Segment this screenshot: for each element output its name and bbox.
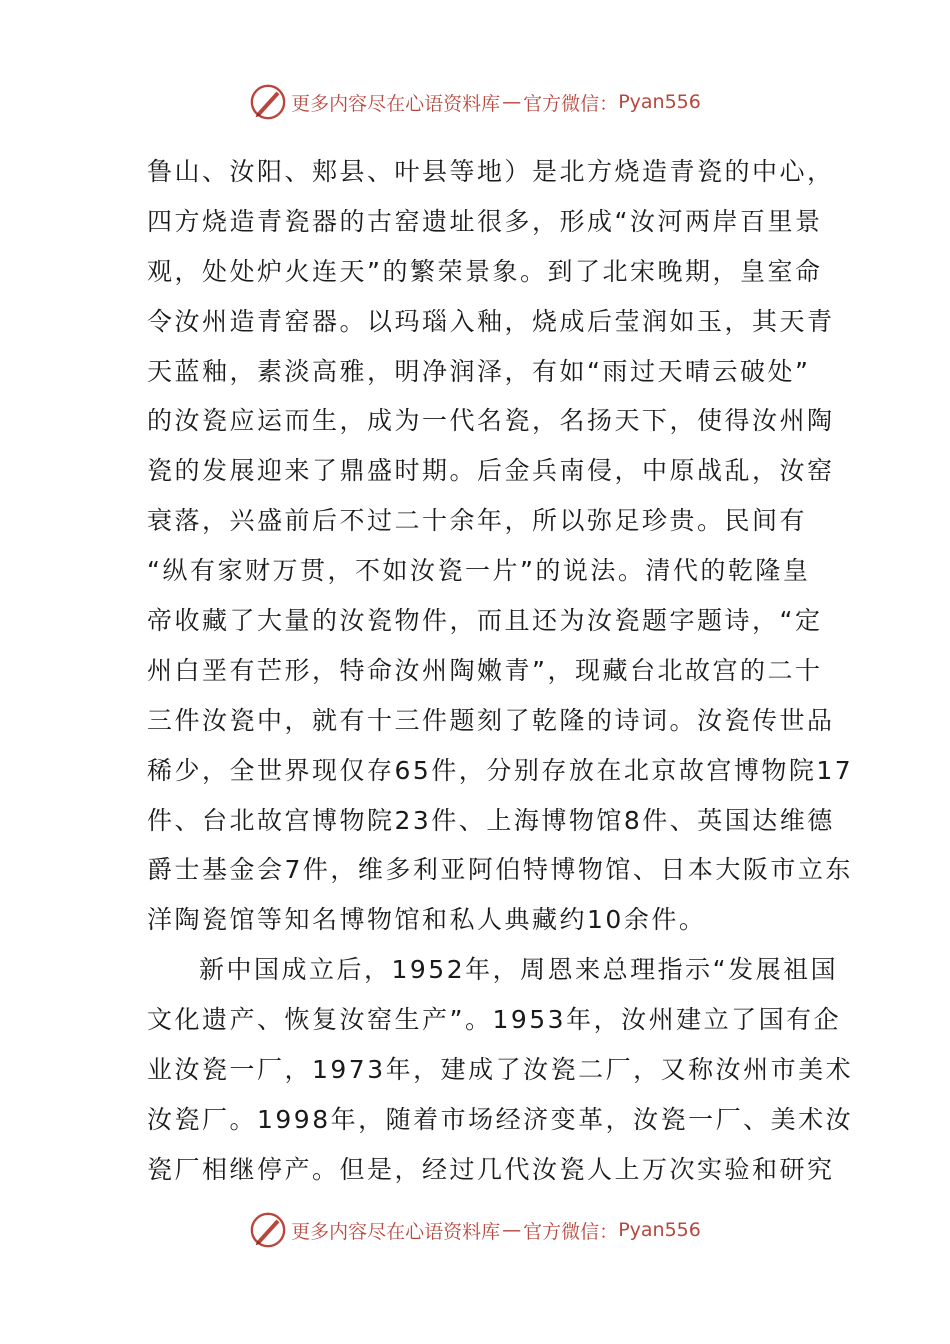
text-line: 洋陶瓷馆等知名博物馆和私人典藏约10余件。 — [147, 905, 707, 935]
text-line: 新中国成立后，1952年，周恩来总理指示“发展祖国 — [199, 955, 839, 985]
paragraph-1 — [147, 147, 854, 945]
footer-banner — [0, 1210, 950, 1250]
text-line: 鲁山、汝阳、郏县、叶县等地）是北方烧造青瓷的中心， — [147, 157, 835, 186]
header-banner — [0, 82, 950, 122]
text-line: 汝瓷厂。1998年，随着市场经济变革，汝瓷一厂、美术汝 — [147, 1104, 854, 1134]
text-line: 衰落，兴盛前后不过二十余年，所以弥足珍贵。民间有 — [147, 506, 808, 536]
text-line: 三件汝瓷中，就有十三件题刻了乾隆的诗词。汝瓷传世品 — [147, 705, 835, 735]
pen-logo-icon — [249, 83, 287, 121]
text-line: 件、台北故宫博物院23件、上海博物馆8件、英国达维德 — [147, 805, 835, 835]
header-site-text: 更多内容尽在心语资料库 — [291, 92, 501, 115]
document-body — [147, 147, 854, 1195]
text-line: 文化遗产、恢复汝窑生产”。1953年，汝州建立了国有企 — [147, 1005, 842, 1035]
text-line: 州白垩有芒形，特命汝州陶嫩青”，现藏台北故宫的二十 — [147, 655, 823, 685]
header-separator: — — [502, 91, 522, 113]
paragraph-2 — [147, 945, 854, 1194]
text-line: 瓷厂相继停产。但是，经过几代汝瓷人上万次实验和研究 — [147, 1154, 835, 1184]
text-line: 的汝瓷应运而生，成为一代名瓷，名扬天下，使得汝州陶 — [147, 406, 835, 436]
footer-wechat-label: 官方微信： — [523, 1220, 619, 1243]
text-line: 稀少，全世界现仅存65件，分别存放在北京故宫博物院17 — [147, 755, 854, 785]
text-line: 观，处处炉火连天”的繁荣景象。到了北宋晚期，皇室命 — [147, 256, 823, 286]
header-wechat-label: 官方微信： — [523, 92, 619, 115]
footer-wechat-id: Pyan556 — [618, 1219, 701, 1241]
pen-logo-icon — [249, 1211, 287, 1249]
text-line: 爵士基金会7件，维多利亚阿伯特博物馆、日本大阪市立东 — [147, 855, 853, 885]
text-line: 帝收藏了大量的汝瓷物件，而且还为汝瓷题字题诗，“定 — [147, 606, 823, 636]
header-wechat-id: Pyan556 — [618, 91, 701, 113]
footer-site-text: 更多内容尽在心语资料库 — [291, 1220, 501, 1243]
text-line: 瓷的发展迎来了鼎盛时期。后金兵南侵，中原战乱，汝窑 — [147, 456, 835, 486]
text-line: 天蓝釉，素淡高雅，明净润泽，有如“雨过天晴云破处” — [147, 356, 811, 386]
text-line: “纵有家财万贯，不如汝瓷一片”的说法。清代的乾隆皇 — [147, 556, 811, 586]
text-line: 令汝州造青窑器。以玛瑙入釉，烧成后莹润如玉，其天青 — [147, 306, 835, 336]
text-line: 四方烧造青瓷器的古窑遗址很多，形成“汝河两岸百里景 — [147, 206, 823, 236]
text-line: 业汝瓷一厂，1973年，建成了汝瓷二厂，又称汝州市美术 — [147, 1055, 854, 1085]
footer-separator: — — [502, 1219, 522, 1241]
